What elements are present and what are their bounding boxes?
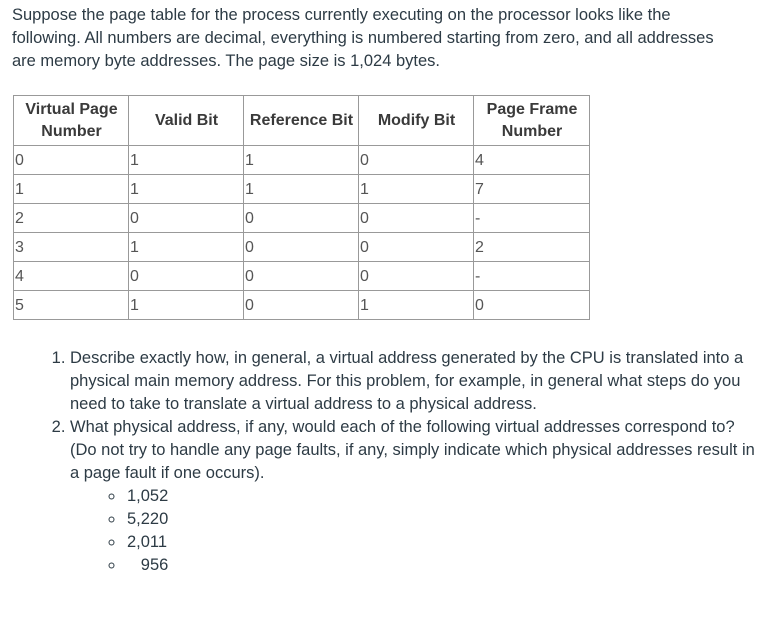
table-row — [14, 175, 590, 204]
cell-page-frame-number: 7 — [474, 175, 590, 204]
cell-virtual-page-number: 5 — [14, 291, 129, 320]
table-row — [14, 204, 590, 233]
question-list — [0, 347, 760, 577]
cell-valid-bit: 0 — [129, 204, 244, 233]
cell-page-frame-number: - — [474, 262, 590, 291]
header-valid-bit: Valid Bit — [129, 96, 244, 146]
cell-reference-bit: 1 — [244, 146, 359, 175]
table-row — [14, 233, 590, 262]
cell-modify-bit: 0 — [359, 146, 474, 175]
cell-page-frame-number: 0 — [474, 291, 590, 320]
cell-reference-bit: 0 — [244, 262, 359, 291]
header-page-frame-number: Page Frame Number — [474, 96, 590, 146]
question-2 — [70, 416, 760, 577]
cell-reference-bit: 1 — [244, 175, 359, 204]
address-list — [70, 485, 760, 577]
cell-virtual-page-number: 1 — [14, 175, 129, 204]
header-modify-bit: Modify Bit — [359, 96, 474, 146]
cell-valid-bit: 0 — [129, 262, 244, 291]
cell-reference-bit: 0 — [244, 291, 359, 320]
header-reference-bit: Reference Bit — [244, 96, 359, 146]
table-row — [14, 291, 590, 320]
cell-modify-bit: 1 — [359, 175, 474, 204]
cell-modify-bit: 0 — [359, 204, 474, 233]
address-item: ◦ 2,011 — [125, 531, 760, 554]
cell-virtual-page-number: 2 — [14, 204, 129, 233]
cell-modify-bit: 0 — [359, 262, 474, 291]
cell-page-frame-number: 2 — [474, 233, 590, 262]
table-header-row — [14, 96, 590, 146]
cell-valid-bit: 1 — [129, 146, 244, 175]
cell-modify-bit: 1 — [359, 291, 474, 320]
cell-valid-bit: 1 — [129, 175, 244, 204]
cell-virtual-page-number: 0 — [14, 146, 129, 175]
intro-paragraph: Suppose the page table for the process currently executing on the processor looks like the following. All numbers are decimal, everything is numbered starting from zero, and all addresses are memory byte addresses. The page size is 1,024 bytes. — [12, 6, 714, 70]
address-item: ◦ 5,220 — [125, 508, 760, 531]
address-value: 956 — [140, 556, 169, 574]
address-item: ◦ 1,052 — [125, 485, 760, 508]
cell-page-frame-number: 4 — [474, 146, 590, 175]
cell-reference-bit: 0 — [244, 233, 359, 262]
question-2-text: What physical address, if any, would each of the following virtual addresses correspond to? (Do not try to handle any page faults, if any, simply indicate which physical addresses result in a page fault if one occurs). — [70, 418, 755, 482]
cell-valid-bit: 1 — [129, 291, 244, 320]
cell-virtual-page-number: 4 — [14, 262, 129, 291]
table-row — [14, 262, 590, 291]
question-1: 1. Describe exactly how, in general, a virtual address generated by the CPU is translated into a physical main memory address. For this problem, for example, in general what steps do you need to take to translate a virtual address to a physical address. — [70, 347, 760, 416]
table-row — [14, 146, 590, 175]
cell-valid-bit: 1 — [129, 233, 244, 262]
cell-page-frame-number: - — [474, 204, 590, 233]
cell-modify-bit: 0 — [359, 233, 474, 262]
page-table — [13, 95, 590, 320]
cell-reference-bit: 0 — [244, 204, 359, 233]
cell-virtual-page-number: 3 — [14, 233, 129, 262]
header-virtual-page-number: Virtual Page Number — [14, 96, 129, 146]
address-item — [125, 554, 760, 577]
